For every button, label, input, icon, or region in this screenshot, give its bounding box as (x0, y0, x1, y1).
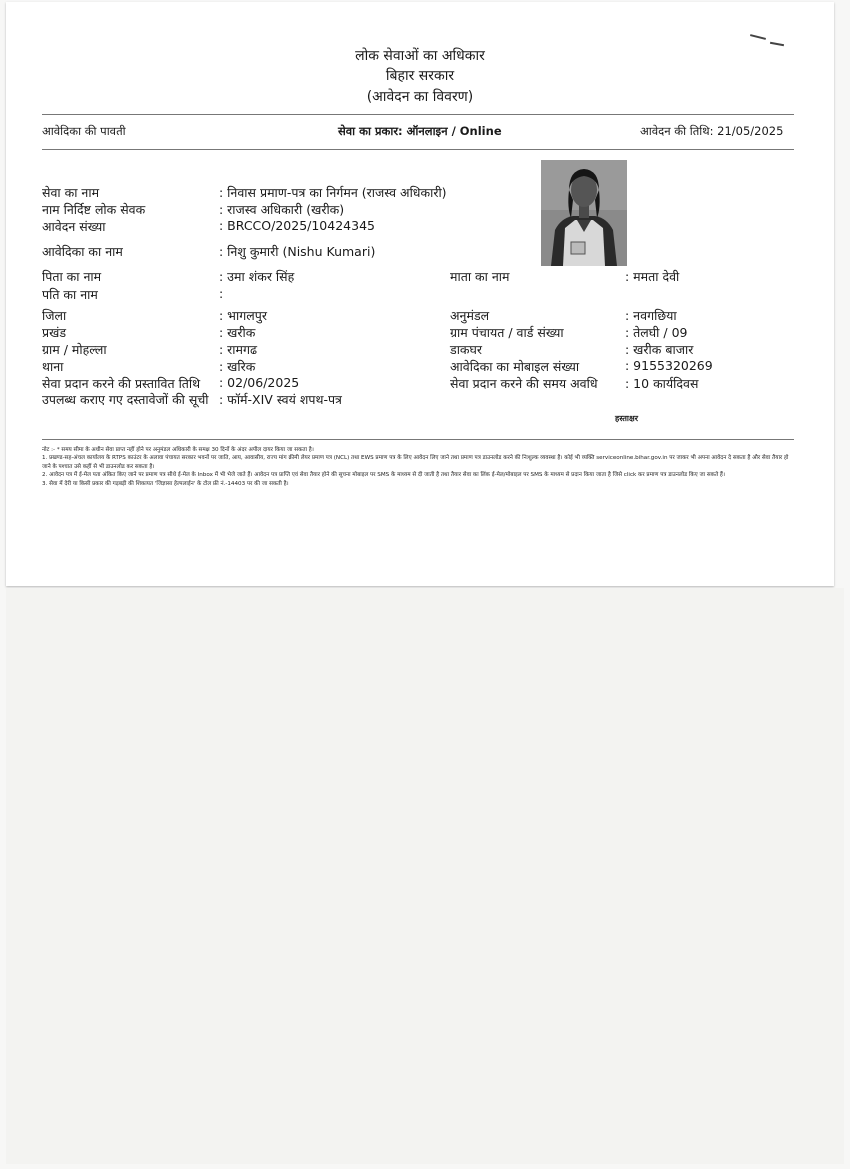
field-value: : फॉर्म-XIV स्वयं शपथ-पत्र (219, 392, 342, 407)
field-value: : रामगढ (219, 342, 258, 357)
field-value: : 10 कार्यदिवस (625, 376, 699, 391)
field-value: : ममता देवी (625, 269, 680, 284)
field-value: : राजस्व अधिकारी (खरीक) (219, 202, 345, 217)
note-item: 3. सेवा में देरी या किसी प्रकार की गड़बड़ी की शिकायत 'जिज्ञासा हेल्पलाईन' के टोल फ्री नं.-14403 पर की जा सकती है। (42, 480, 289, 487)
field-value: : भागलपुर (219, 308, 267, 323)
field-value: : तेलघी / 09 (625, 325, 688, 340)
field-value: : नवगछिया (625, 308, 677, 323)
field-label: सेवा का नाम (42, 185, 100, 200)
field-value: : (219, 286, 224, 301)
mobile-number: : 9155320269 (625, 358, 713, 373)
title-line-2: बिहार सरकार (385, 68, 455, 84)
field-value: : खरीक (219, 325, 256, 340)
field-label: पिता का नाम (42, 269, 102, 284)
note-item: 2. आवेदन पत्र में ई-मेल पता अंकित किए जाने पर प्रमाण पत्र सीधे ई-मेल के Inbox में भी भेजे जाते हैं। आवेदन पत्र प्राप्ति एवं सेवा तैयार होने की सूचना मोबाइल पर SMS के माध्यम से दी जाती है तथा तैयार सेवा का लिंक ई-मेल/मोबाइल पर SMS के माध्यम से प्रदान किया जाता है जिसे click कर प्रमाण पत्र डाउनलोड किए जा सकते हैं। (42, 472, 725, 479)
field-label: आवेदिका का नाम (42, 244, 123, 259)
field-value: : 02/06/2025 (219, 375, 300, 390)
field-value: : निवास प्रमाण-पत्र का निर्गमन (राजस्व अधिकारी) (219, 185, 447, 200)
field-value: : खरीक बाजार (625, 342, 694, 357)
applicant-photo (541, 160, 627, 266)
divider (42, 439, 794, 440)
field-value: : खरिक (219, 359, 256, 374)
field-label: सेवा प्रदान करने की प्रस्तावित तिथि (42, 376, 201, 391)
title-line-3: (आवेदन का विवरण) (366, 89, 474, 105)
field-label: थाना (42, 359, 64, 374)
field-label: जिला (42, 308, 67, 323)
note-item: 1. प्रखण्ड-सह-अंचल कार्यालय के RTPS काउंटर के अलावा पंचायत सरकार भवनों पर जाति, आय, आवासीय, राज्य मांग क्रीमी लेयर प्रमाण पत्र (NCL) तथा EWS प्रमाण पत्र के लिए आवेदन लिए जाने तथा प्रमाण पत्र डाउनलोड करने की निःशुल्क व्यवस्था है। कोई भी व्यक्ति serviceonline.bihar.gov.in पर जाकर भी अपना आवेदन दे सकता है और सेवा तैयार हो जाने के पश्चात उसे कहीं से भी डाउनलोड कर सकता है। (42, 455, 789, 470)
field-label: पति का नाम (42, 287, 98, 302)
acknowledgement-sheet (6, 2, 834, 586)
title-line-1: लोक सेवाओं का अधिकार (355, 48, 485, 64)
field-label: अनुमंडल (450, 308, 490, 323)
notes-section (42, 446, 794, 488)
service-type: सेवा का प्रकार: ऑनलाइन / Online (338, 124, 502, 138)
field-label: उपलब्ध कराए गए दस्तावेजों की सूची (42, 392, 209, 407)
field-label: आवेदन संख्या (42, 219, 106, 234)
field-label: सेवा प्रदान करने की समय अवधि (450, 376, 598, 391)
field-label: डाकघर (450, 342, 483, 357)
blank-page-area (6, 588, 844, 1164)
receipt-label: आवेदिका की पावती (42, 124, 126, 138)
field-value: : उमा शंकर सिंह (219, 269, 295, 284)
divider (42, 114, 794, 115)
pen-mark (750, 34, 766, 40)
field-label: प्रखंड (42, 325, 67, 340)
application-number: : BRCCO/2025/10424345 (219, 218, 375, 233)
divider (42, 149, 794, 150)
field-label: ग्राम पंचायत / वार्ड संख्या (450, 325, 564, 340)
signature-label: हस्ताक्षर (615, 414, 638, 423)
field-label: माता का नाम (450, 269, 510, 284)
field-label: ग्राम / मोहल्ला (42, 342, 107, 357)
applicant-name: : निशु कुमारी (Nishu Kumari) (219, 244, 376, 259)
note-item: नोट :- * समय सीमा के अधीन सेवा प्राप्त नहीं होने पर अनुमंडल अधिकारी के समक्ष 30 दिनों के अंदर अपील दायर किया जा सकता है। (42, 447, 314, 453)
application-date: आवेदन की तिथि: 21/05/2025 (640, 124, 784, 138)
field-label: नाम निर्दिष्ट लोक सेवक (42, 202, 146, 217)
field-label: आवेदिका का मोबाइल संख्या (450, 359, 580, 374)
